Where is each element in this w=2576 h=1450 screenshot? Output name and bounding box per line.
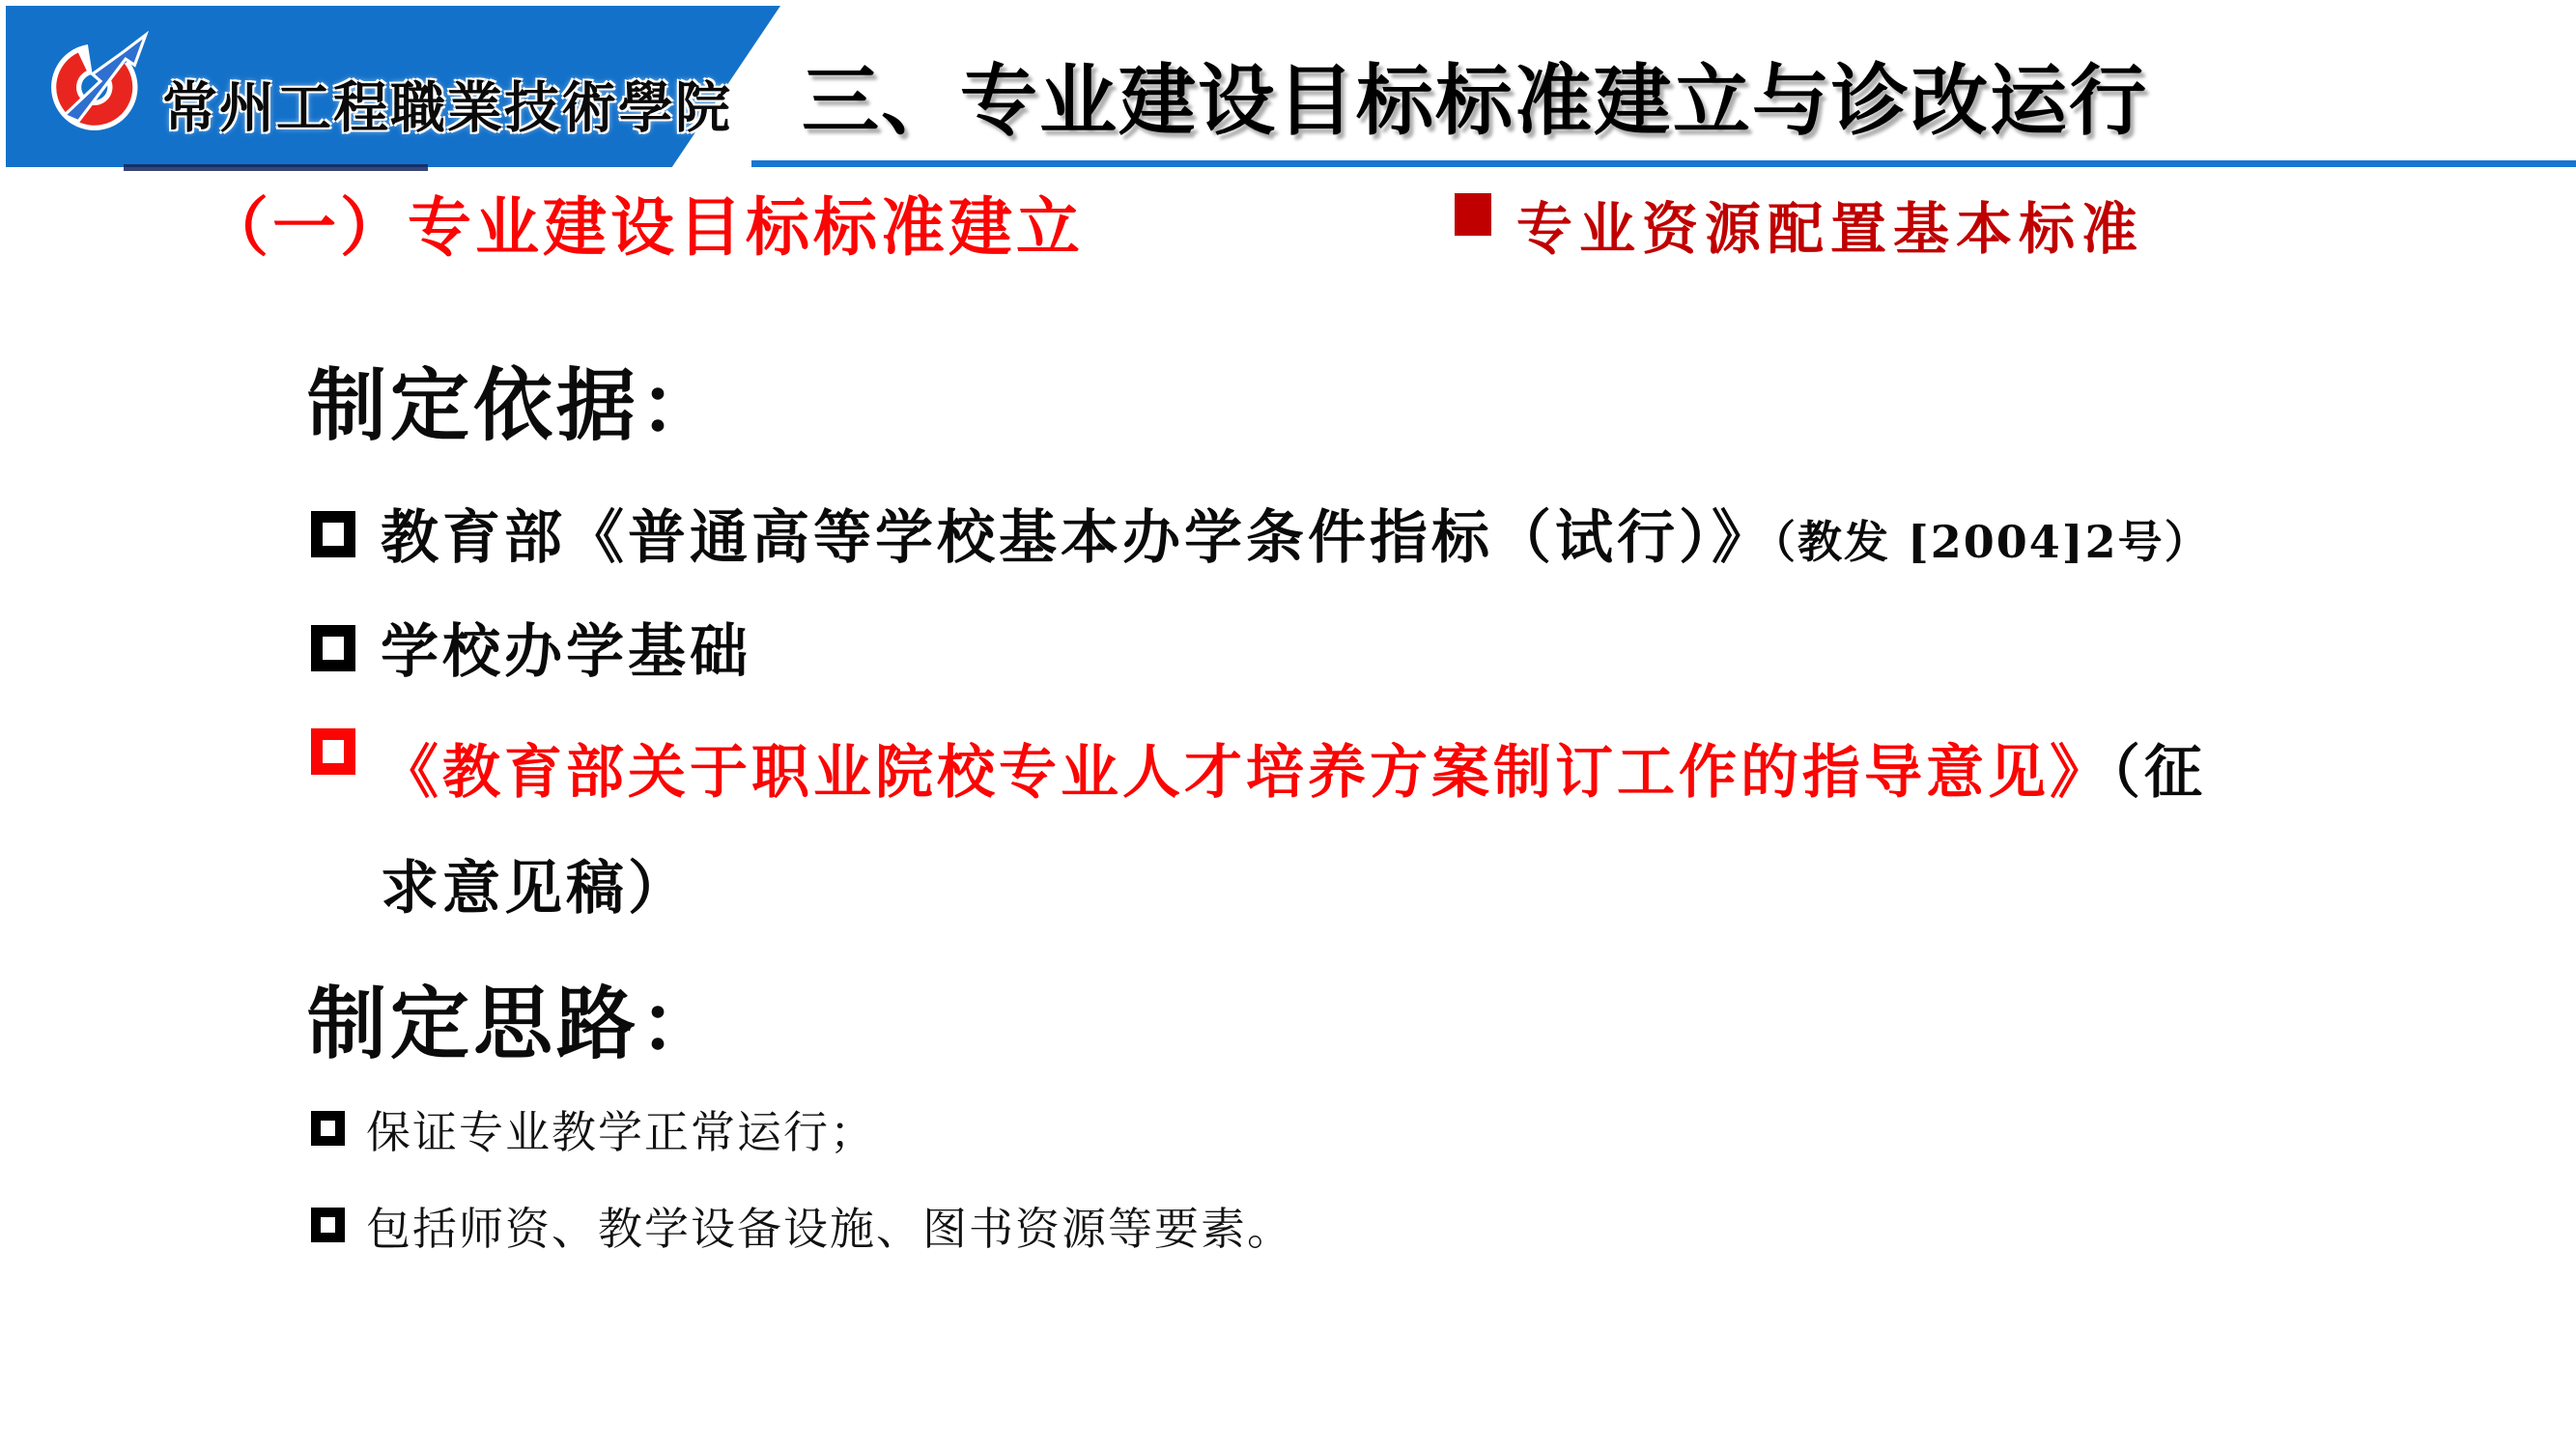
list-item	[311, 1101, 2394, 1163]
list-item-text-black: （征求意见稿）	[381, 739, 2206, 923]
checkbox-bullet-icon	[311, 625, 355, 671]
checkbox-bullet-icon	[311, 728, 355, 775]
list-item-text: 保证专业教学正常运行；	[366, 1106, 876, 1158]
list-item	[311, 611, 2457, 693]
list-item-note: （教发 [2004]2号）	[1773, 516, 2211, 568]
list-item	[311, 1198, 2394, 1260]
school-logo-icon	[50, 31, 151, 131]
list-heading-basis: 制定依据：	[307, 362, 723, 450]
banner-shadow	[124, 164, 428, 171]
subheading-left: （一）专业建设目标标准建立	[205, 191, 1084, 263]
list-item-text: 教育部《普通高等学校基本办学条件指标（试行）》	[381, 504, 1773, 572]
subheading-right	[1455, 184, 2144, 265]
slide-title: 三、专业建设目标标准建立与诊改运行	[802, 58, 2148, 144]
list-item-text: 学校办学基础	[381, 618, 751, 686]
list-item-text: 包括师资、教学设备设施、图书资源等要素。	[366, 1203, 1293, 1255]
list-heading-approach: 制定思路：	[307, 981, 723, 1068]
checkbox-bullet-icon	[311, 1111, 345, 1146]
list-item	[311, 498, 2457, 583]
school-name: 常州工程職業技術學院	[162, 75, 732, 140]
subheading-right-label: 专业资源配置基本标准	[1516, 198, 2145, 261]
checkbox-bullet-icon	[311, 511, 355, 557]
title-underline-rule	[751, 160, 2576, 167]
list-item-text-red: 《教育部关于职业院校专业人才培养方案制订工作的指导意见》	[381, 739, 2111, 807]
list-item	[311, 715, 2216, 947]
square-bullet-icon	[1455, 193, 1491, 236]
checkbox-bullet-icon	[311, 1208, 345, 1242]
